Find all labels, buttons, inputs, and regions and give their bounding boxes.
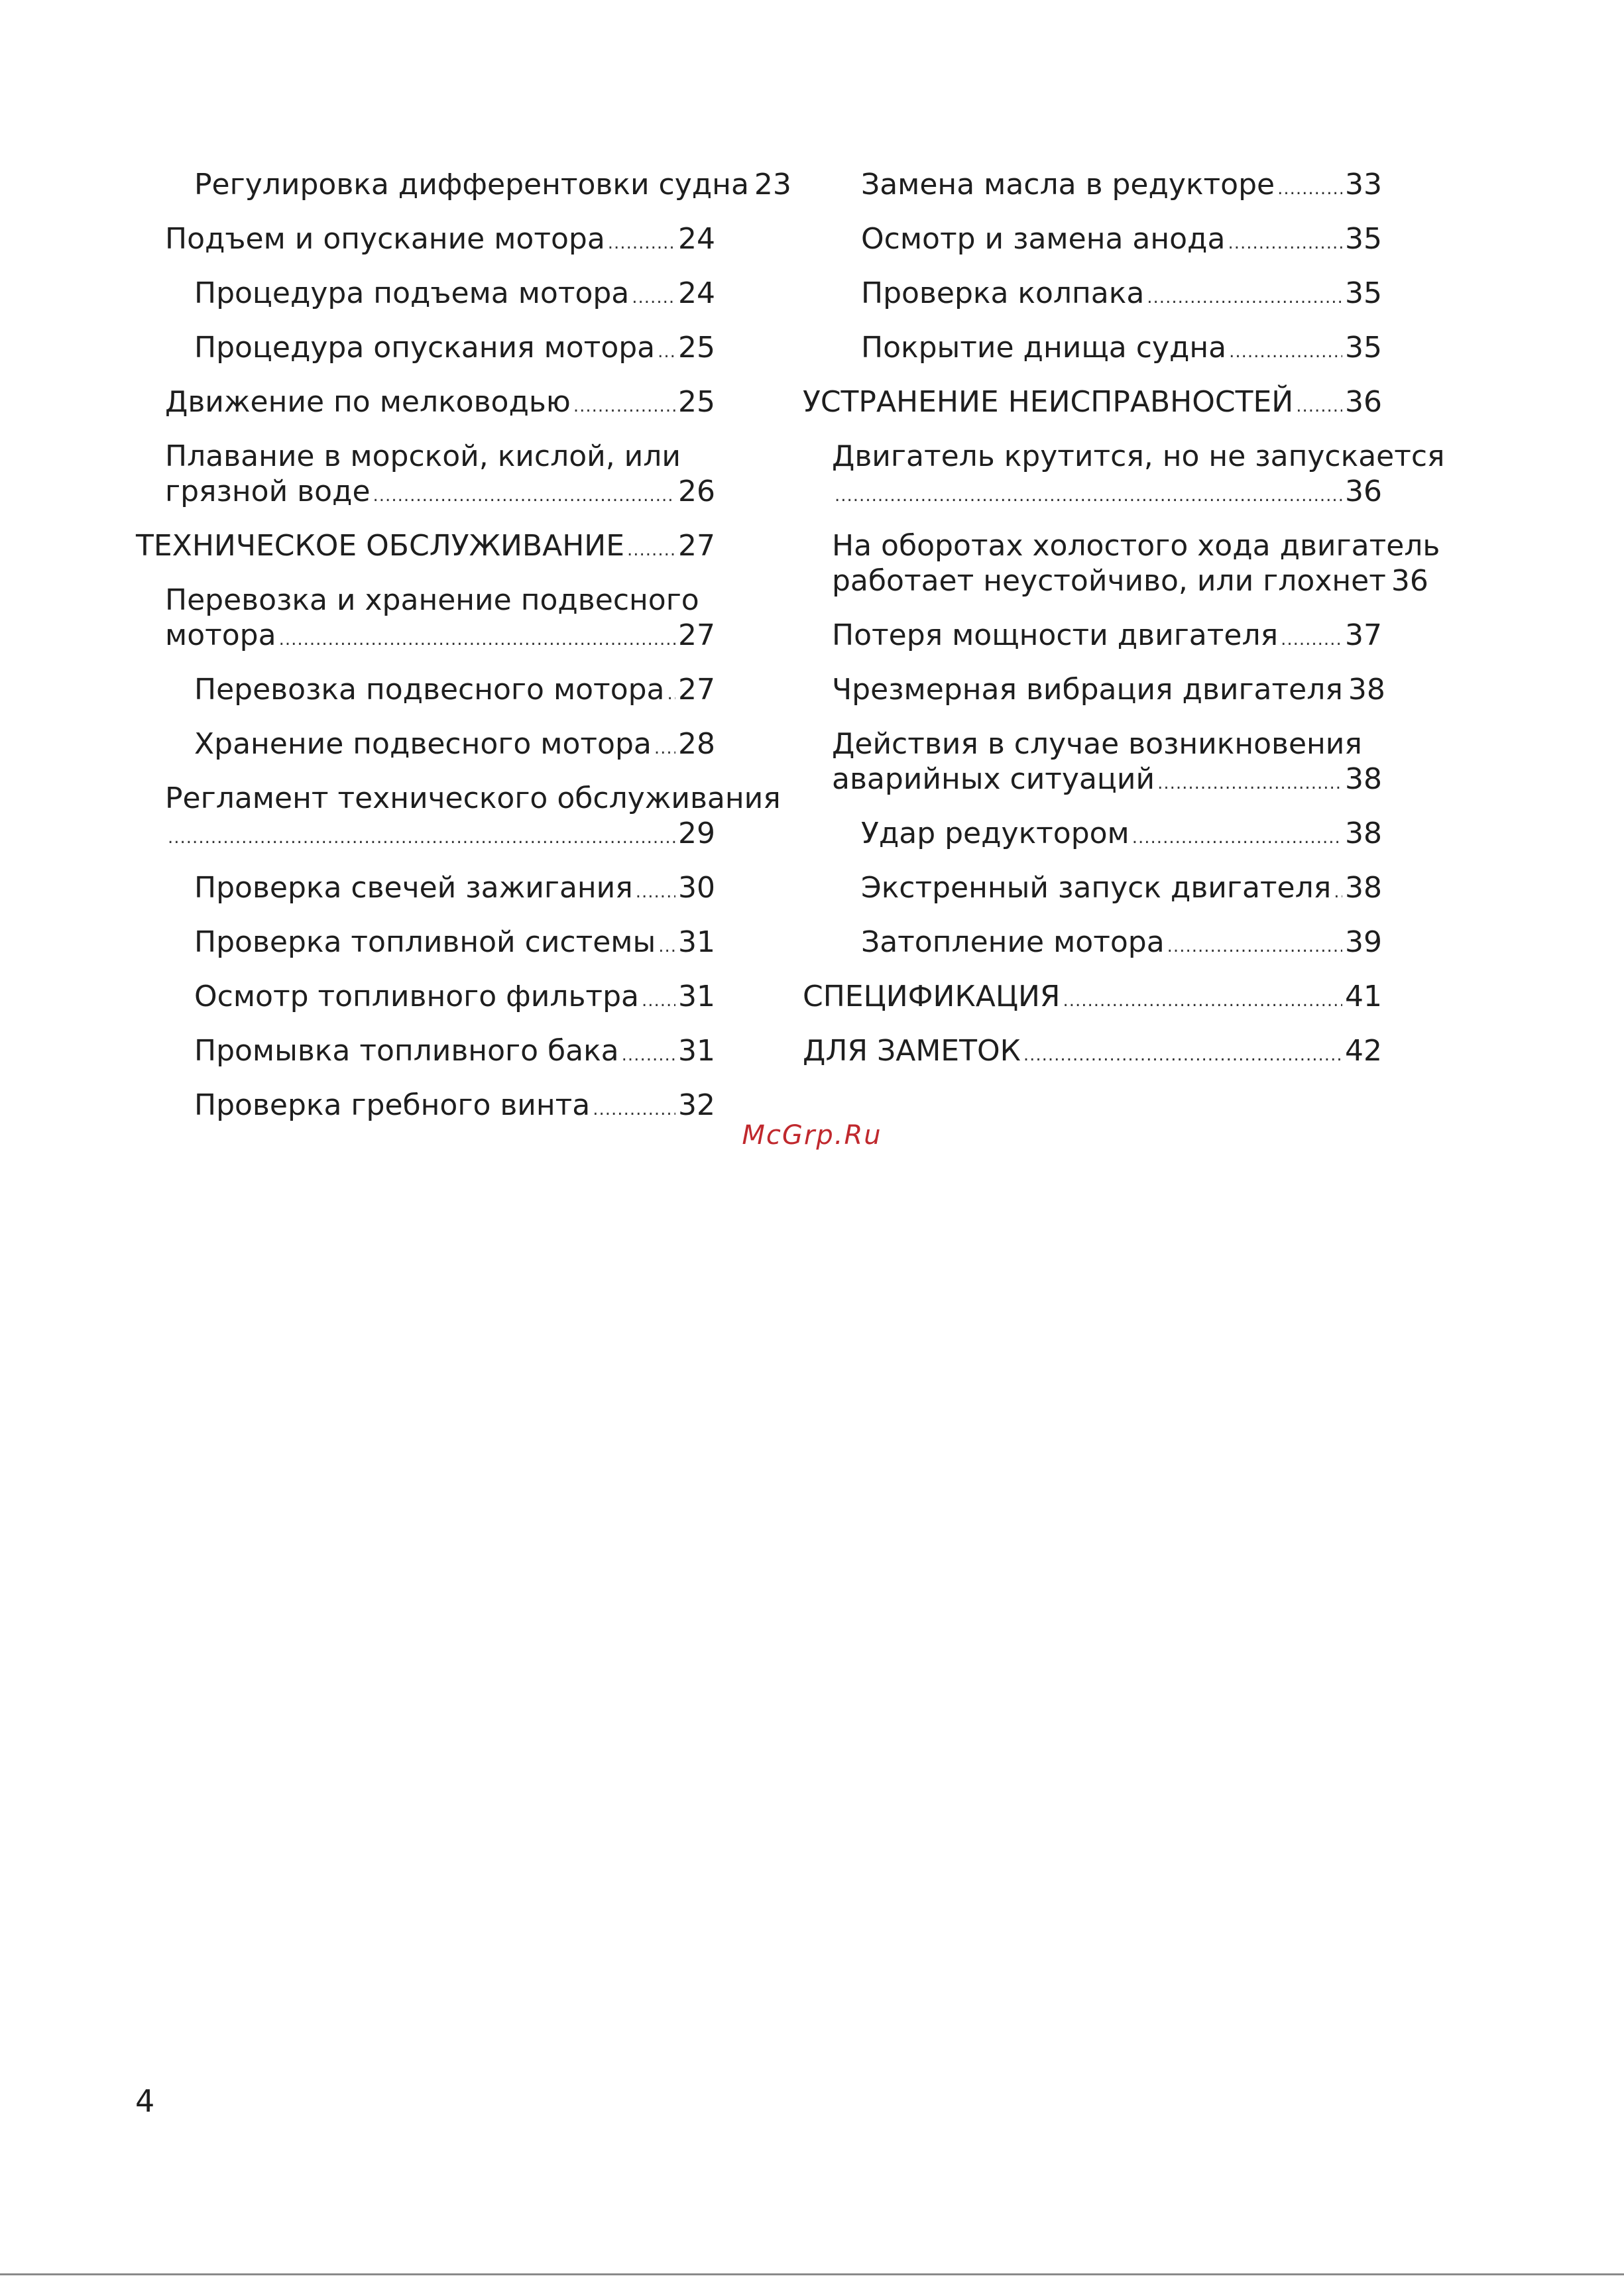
toc-entry-page: 35: [1345, 276, 1382, 310]
dot-leader: [622, 1038, 675, 1073]
toc-entry-page: 27: [678, 529, 715, 563]
dot-leader: [636, 875, 675, 910]
toc-entry-title: Перевозка и хранение подвесного: [165, 583, 699, 617]
toc-entry[interactable]: [803, 925, 1382, 964]
toc-entry[interactable]: [803, 330, 1382, 370]
dot-leader: [1132, 821, 1342, 856]
dot-leader: [658, 335, 675, 370]
toc-entry[interactable]: [136, 221, 715, 261]
toc-entry-title: Замена масла в редукторе: [861, 168, 1275, 201]
toc-entry[interactable]: [803, 167, 1382, 207]
toc-entry-page: 32: [678, 1088, 715, 1122]
toc-entry[interactable]: [803, 979, 1382, 1019]
toc-entry[interactable]: [136, 583, 715, 657]
toc-entry-page: 36: [1391, 564, 1428, 598]
toc-entry-title: Промывка топливного бака: [194, 1034, 619, 1068]
toc-entry-title: СПЕЦИФИКАЦИЯ: [803, 980, 1061, 1013]
toc-entry[interactable]: [803, 618, 1382, 657]
dot-leader: [658, 929, 675, 964]
toc-entry[interactable]: [136, 439, 715, 514]
toc-entry-title: Подъем и опускание мотора: [165, 222, 605, 256]
toc-entry-title-continued: аварийных ситуаций: [832, 762, 1155, 796]
toc-entry-title: Двигатель крутится, но не запускается: [832, 439, 1445, 473]
toc-entry[interactable]: [803, 221, 1382, 261]
toc-entry[interactable]: [136, 276, 715, 315]
toc-entry-title: Перевозка подвесного мотора: [194, 673, 665, 707]
dot-leader: [1147, 280, 1342, 315]
toc-entry-title: ТЕХНИЧЕСКОЕ ОБСЛУЖИВАНИЕ: [136, 529, 624, 563]
toc-entry[interactable]: [136, 870, 715, 910]
toc-entry-last-line: [165, 816, 715, 856]
dot-leader: [642, 984, 675, 1019]
dot-leader: [667, 677, 676, 712]
toc-entry-page: 38: [1345, 762, 1382, 796]
toc-entry-page: 31: [678, 1034, 715, 1068]
toc-entry-page: 33: [1345, 168, 1382, 201]
toc-entry-last-line: [165, 618, 715, 657]
toc-entry[interactable]: [136, 1033, 715, 1073]
dot-leader: [573, 389, 675, 424]
toc-left-column: [136, 167, 791, 1142]
bottom-divider: [0, 2273, 1624, 2275]
dot-leader: [279, 622, 675, 657]
toc-entry-title: Удар редуктором: [861, 817, 1130, 850]
toc-entry-page: 38: [1345, 871, 1382, 905]
toc-entry[interactable]: [136, 672, 715, 712]
toc-entry[interactable]: [803, 384, 1382, 424]
toc-entry-page: 23: [754, 168, 791, 201]
dot-leader: [1277, 172, 1342, 207]
toc-entry[interactable]: [803, 439, 1445, 514]
dot-leader: [1229, 335, 1342, 370]
toc-entry[interactable]: [136, 979, 715, 1019]
toc-entry-page: 35: [1345, 331, 1382, 365]
toc-entry-title: Затопление мотора: [861, 925, 1165, 959]
toc-entry-title: Регламент технического обслуживания: [165, 781, 781, 815]
toc-entry[interactable]: [136, 528, 715, 568]
dot-leader: [654, 731, 675, 766]
toc-entry-page: 25: [678, 385, 715, 419]
dot-leader: [1157, 766, 1342, 801]
toc-entry-title: Действия в случае возникновения: [832, 727, 1362, 761]
toc-entry-page: 35: [1345, 222, 1382, 256]
toc-entry-title: Проверка колпака: [861, 276, 1145, 310]
toc-entry-page: 36: [1345, 385, 1382, 419]
toc-entry-title: Движение по мелководью: [165, 385, 571, 419]
toc-entry-page: 25: [678, 331, 715, 365]
toc-entry-page: 37: [1345, 618, 1382, 652]
toc-entry-page: 27: [678, 673, 715, 707]
dot-leader: [1167, 929, 1342, 964]
toc-entry[interactable]: [803, 528, 1440, 603]
dot-leader: [168, 821, 675, 856]
toc-entry-last-line: [832, 563, 1428, 603]
toc-entry-page: 24: [678, 222, 715, 256]
toc-entry-page: 30: [678, 871, 715, 905]
toc-entry-page: 31: [678, 980, 715, 1013]
toc-entry-last-line: [165, 474, 715, 514]
toc-entry[interactable]: [803, 276, 1382, 315]
toc-entry-title: Проверка топливной системы: [194, 925, 656, 959]
dot-leader: [1228, 226, 1342, 261]
toc-entry[interactable]: [803, 870, 1382, 910]
toc-entry-title: Регулировка дифферентовки судна: [194, 168, 749, 201]
toc-entry-title: Проверка свечей зажигания: [194, 871, 633, 905]
toc-entry-page: 39: [1345, 925, 1382, 959]
dot-leader: [1023, 1038, 1342, 1073]
toc-entry-page: 31: [678, 925, 715, 959]
dot-leader: [1063, 984, 1342, 1019]
dot-leader: [608, 226, 675, 261]
toc-entry-page: 41: [1345, 980, 1382, 1013]
toc-entry-title-continued: мотора: [165, 618, 276, 652]
page-number: 4: [135, 2083, 155, 2119]
toc-entry-title-continued: работает неустойчиво, или глохнет: [832, 564, 1386, 598]
dot-leader: [632, 280, 675, 315]
toc-entry-title: Экстренный запуск двигателя: [861, 871, 1332, 905]
toc-entry-page: 28: [678, 727, 715, 761]
toc-entry-title: Чрезмерная вибрация двигателя: [832, 673, 1343, 707]
toc-entry[interactable]: [136, 330, 715, 370]
toc-entry[interactable]: [803, 672, 1385, 712]
toc-entry-title: УСТРАНЕНИЕ НЕИСПРАВНОСТЕЙ: [803, 385, 1294, 419]
toc-entry-title: Потеря мощности двигателя: [832, 618, 1279, 652]
toc-entry[interactable]: [803, 816, 1382, 856]
dot-leader: [1334, 875, 1342, 910]
toc-entry-title: Осмотр и замена анода: [861, 222, 1226, 256]
toc-entry[interactable]: [803, 726, 1382, 801]
toc-entry[interactable]: [136, 384, 715, 424]
toc-entry[interactable]: [803, 1033, 1382, 1073]
toc-entry-title: Хранение подвесного мотора: [194, 727, 652, 761]
dot-leader: [1296, 389, 1342, 424]
toc-entry-page: 29: [678, 817, 715, 850]
toc-entry-page: 38: [1348, 673, 1385, 707]
dot-leader: [373, 479, 675, 514]
dot-leader: [835, 479, 1342, 514]
toc-entry-title: Осмотр топливного фильтра: [194, 980, 639, 1013]
toc-entry-page: 38: [1345, 817, 1382, 850]
toc-entry-title: Покрытие днища судна: [861, 331, 1227, 365]
toc-entry-last-line: [832, 762, 1382, 801]
toc-entry-page: 27: [678, 618, 715, 652]
toc-entry[interactable]: [136, 167, 791, 207]
toc-entry-page: 26: [678, 475, 715, 508]
dot-leader: [627, 533, 675, 568]
toc-entry-title: На оборотах холостого хода двигатель: [832, 529, 1440, 563]
toc-entry[interactable]: [136, 781, 781, 856]
toc-entry-page: 24: [678, 276, 715, 310]
watermark-text[interactable]: McGrp.Ru: [742, 1120, 882, 1151]
toc-entry-last-line: [832, 474, 1382, 514]
toc-entry-title-continued: грязной воде: [165, 475, 371, 508]
toc-entry-page: 36: [1345, 475, 1382, 508]
toc-right-column: [803, 167, 1445, 1088]
dot-leader: [1281, 622, 1342, 657]
toc-entry-title: Проверка гребного винта: [194, 1088, 591, 1122]
toc-entry[interactable]: [136, 726, 715, 766]
toc-entry-title: Плавание в морской, кислой, или: [165, 439, 681, 473]
toc-entry-page: 42: [1345, 1034, 1382, 1068]
toc-entry-title: Процедура опускания мотора: [194, 331, 656, 365]
toc-entry-title: ДЛЯ ЗАМЕТОК: [803, 1034, 1021, 1068]
toc-entry-title: Процедура подъема мотора: [194, 276, 630, 310]
toc-entry[interactable]: [136, 925, 715, 964]
